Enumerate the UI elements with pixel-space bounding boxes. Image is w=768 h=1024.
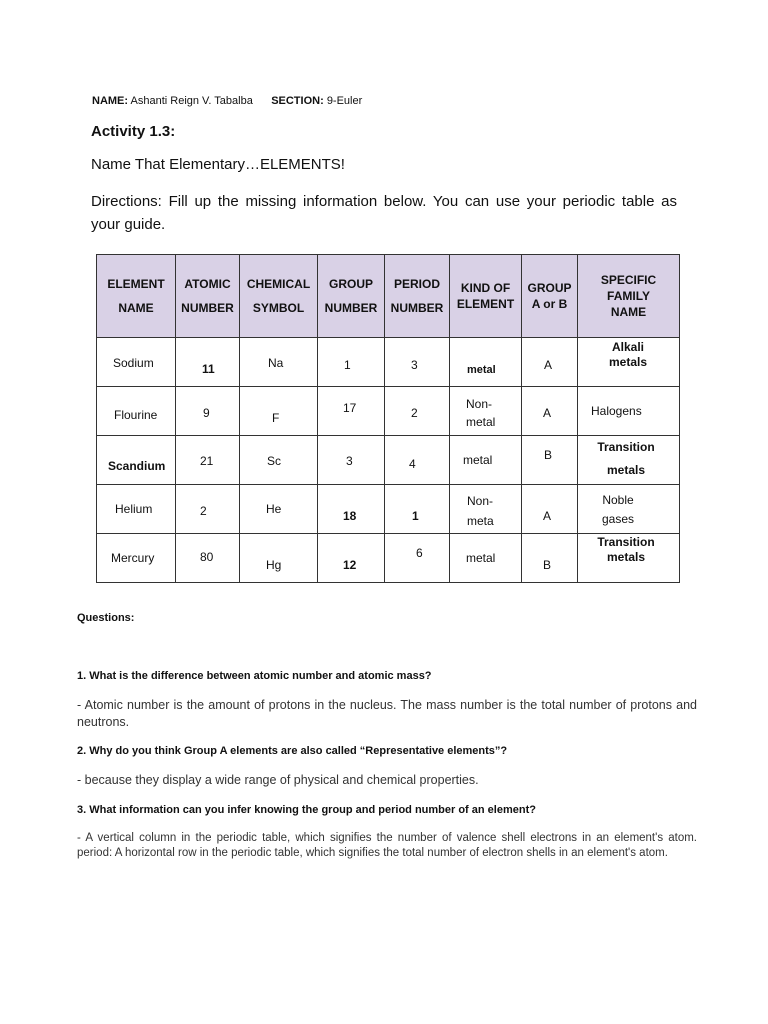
question-1: 1. What is the difference between atomic number and atomic mass? xyxy=(77,670,432,682)
cell-family: Transition metals xyxy=(578,534,680,583)
question-2: 2. Why do you think Group A elements are also called “Representative elements”? xyxy=(77,745,508,757)
cell-period: 4 xyxy=(385,436,450,485)
cell-period: 1 xyxy=(385,485,450,534)
section-label: SECTION: xyxy=(271,95,324,107)
directions-text: Directions: Fill up the missing information below. You can use your periodic table as your guide. xyxy=(91,193,677,233)
cell-period: 2 xyxy=(385,387,450,436)
table-row xyxy=(97,436,680,485)
answer-2: - because they display a wide range of physical and chemical properties. xyxy=(77,773,479,787)
cell-family: Alkali metals xyxy=(578,338,680,387)
cell-kind: metal xyxy=(450,436,522,485)
header-period-number: PERIOD NUMBER xyxy=(385,255,450,338)
activity-title: Activity 1.3: xyxy=(91,123,176,140)
cell-family: Transition metals xyxy=(578,436,680,485)
question-3: 3. What information can you infer knowing the group and period number of an element? xyxy=(77,804,536,816)
cell-kind: metal xyxy=(450,338,522,387)
header-specific-family-name: SPECIFIC FAMILY NAME xyxy=(578,255,680,338)
cell-group: 1 xyxy=(318,338,385,387)
cell-kind: Non-meta xyxy=(450,485,522,534)
table-row xyxy=(97,534,680,583)
cell-group: 12 xyxy=(318,534,385,583)
cell-symbol: Hg xyxy=(240,534,318,583)
cell-atomic: 9 xyxy=(176,387,240,436)
cell-family: Halogens xyxy=(578,387,680,436)
cell-name: Helium xyxy=(97,485,176,534)
header-atomic-number: ATOMIC NUMBER xyxy=(176,255,240,338)
elements-table xyxy=(96,254,680,583)
cell-atomic: 21 xyxy=(176,436,240,485)
cell-ab: B xyxy=(522,436,578,485)
cell-ab: A xyxy=(522,485,578,534)
cell-symbol: Na xyxy=(240,338,318,387)
cell-name: Sodium xyxy=(97,338,176,387)
questions-heading: Questions: xyxy=(77,612,135,624)
table-row xyxy=(97,387,680,436)
cell-ab: A xyxy=(522,338,578,387)
table-row xyxy=(97,485,680,534)
section-value: 9-Euler xyxy=(326,95,363,107)
header-kind-of-element: KIND OF ELEMENT xyxy=(450,255,522,338)
answer-1: - Atomic number is the amount of protons in the nucleus. The mass number is the total number of protons and neutrons. xyxy=(77,698,697,729)
student-info xyxy=(92,95,362,107)
cell-period: 6 xyxy=(385,534,450,583)
header-group-a-or-b: GROUP A or B xyxy=(522,255,578,338)
cell-name: Mercury xyxy=(97,534,176,583)
cell-ab: B xyxy=(522,534,578,583)
cell-symbol: Sc xyxy=(240,436,318,485)
answer-3: - A vertical column in the periodic table, which signifies the number of valence shell electrons in an element's atom. period: A horizontal row in the periodic table, which signifies the total number of electron shells in an element's atom. xyxy=(77,832,697,859)
header-element-name: ELEMENT NAME xyxy=(97,255,176,338)
table-row xyxy=(97,338,680,387)
header-group-number: GROUP NUMBER xyxy=(318,255,385,338)
cell-symbol: F xyxy=(240,387,318,436)
name-label: NAME: xyxy=(92,95,129,107)
cell-name: Flourine xyxy=(97,387,176,436)
cell-atomic: 80 xyxy=(176,534,240,583)
cell-family: Noble gases xyxy=(578,485,680,534)
cell-name: Scandium xyxy=(97,436,176,485)
cell-atomic: 2 xyxy=(176,485,240,534)
cell-group: 3 xyxy=(318,436,385,485)
student-name: Ashanti Reign V. Tabalba xyxy=(130,95,253,107)
cell-kind: metal xyxy=(450,534,522,583)
cell-group: 18 xyxy=(318,485,385,534)
table-header-row xyxy=(97,255,680,338)
cell-symbol: He xyxy=(240,485,318,534)
cell-period: 3 xyxy=(385,338,450,387)
cell-kind: Non-metal xyxy=(450,387,522,436)
cell-atomic: 11 xyxy=(176,338,240,387)
activity-subtitle: Name That Elementary…ELEMENTS! xyxy=(91,156,345,173)
cell-ab: A xyxy=(522,387,578,436)
header-chemical-symbol: CHEMICAL SYMBOL xyxy=(240,255,318,338)
cell-group: 17 xyxy=(318,387,385,436)
